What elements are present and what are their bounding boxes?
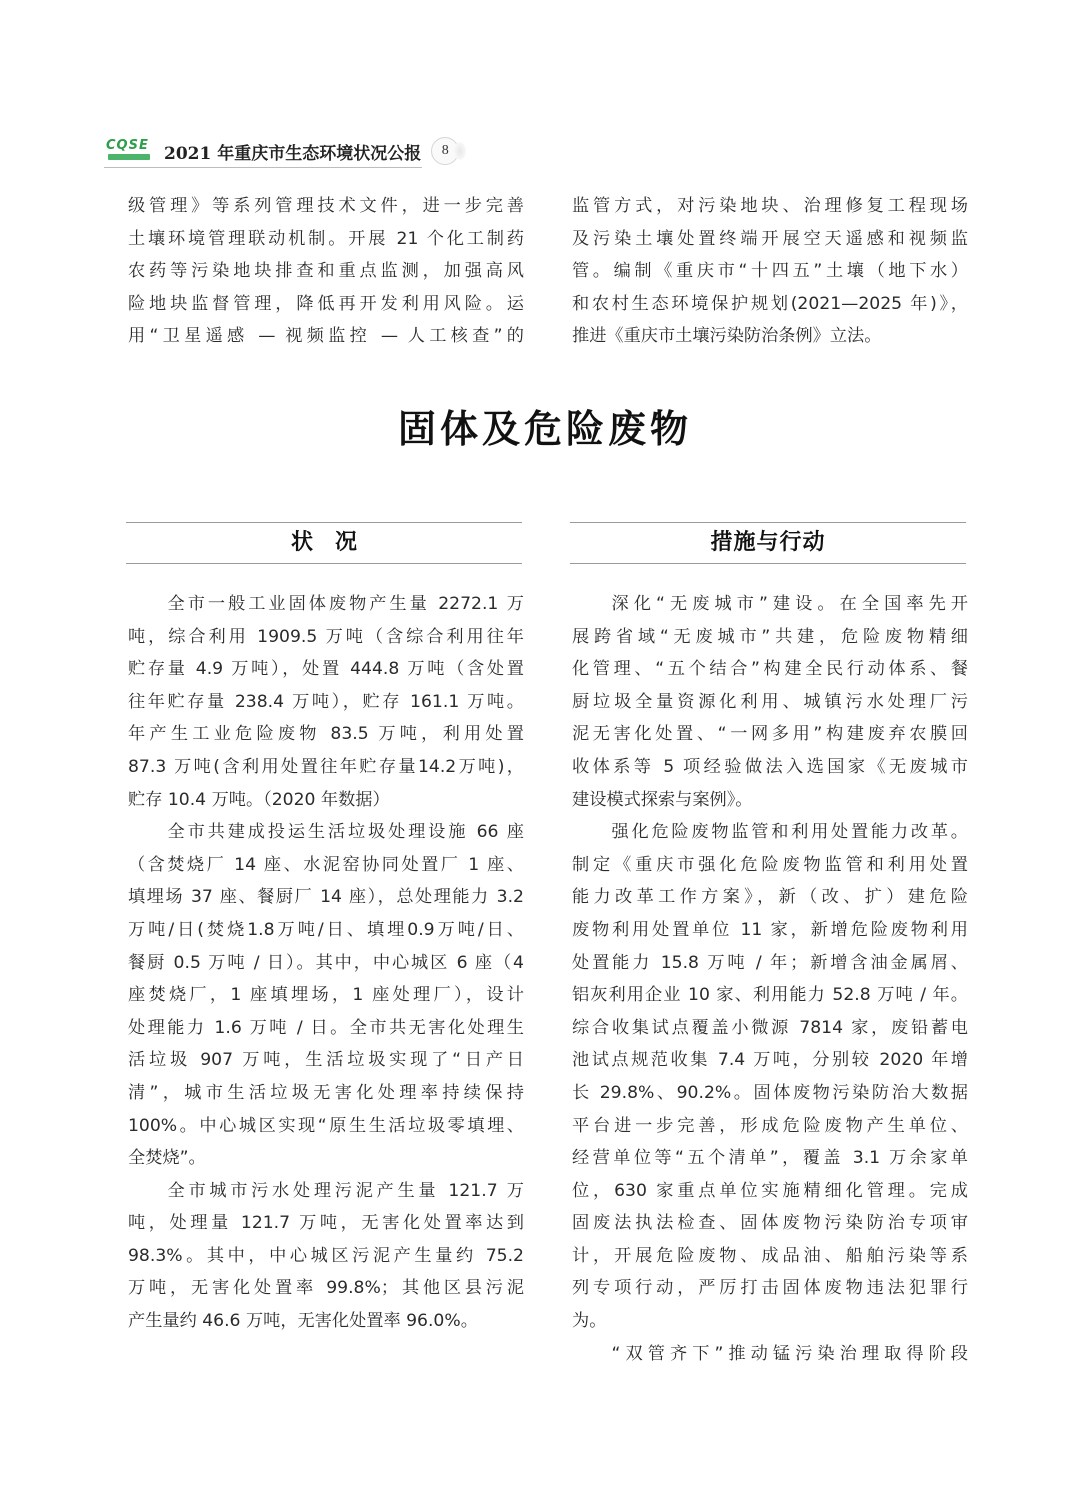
text-line: 固废法执法检查、固体废物污染防治专项审 xyxy=(572,1213,968,1234)
text-line: 管。编制《重庆市“十四五”土壤（地下水） xyxy=(572,261,968,282)
text-line: 平台进一步完善，形成危险废物产生单位、 xyxy=(572,1115,968,1136)
text-line: 及污染土壤处置终端开展空天遥感和视频监 xyxy=(572,228,968,249)
subheading-actions-label: 措施与行动 xyxy=(710,529,826,555)
text-line: 级管理》等系列管理技术文件，进一步完善 xyxy=(128,196,524,216)
text-line: 处置能力 15.8 万吨 / 年；新增含油金属屑、 xyxy=(572,952,968,973)
text-line: 建设模式探索与案例》。 xyxy=(572,789,753,810)
text-line: 废物利用处置单位 11 家，新增危险废物利用 xyxy=(572,919,968,940)
report-title: 2021 年重庆市生态环境状况公报 xyxy=(164,143,422,164)
paragraph xyxy=(572,588,968,816)
text-line: 清”，城市生活垃圾无害化处理率持续保持 xyxy=(128,1082,524,1103)
text-line: 用“卫星遥感 — 视频监控 — 人工核查”的 xyxy=(128,326,524,347)
text-line: 推进《重庆市土壤污染防治条例》立法。 xyxy=(572,326,882,347)
text-line: 土壤环境管理联动机制。开展 21 个化工制药 xyxy=(128,228,524,249)
text-line: 100%。中心城区实现“原生生活垃圾零填埋、 xyxy=(128,1115,524,1136)
text-line: 年产生工业危险废物 83.5 万吨，利用处置 xyxy=(128,724,524,745)
text-line: “双管齐下”推动锰污染治理取得阶段 xyxy=(611,1343,968,1364)
text-line: 池试点规范收集 7.4 万吨，分别较 2020 年增 xyxy=(572,1050,968,1071)
paragraph xyxy=(128,1175,524,1338)
subheading-status xyxy=(126,522,522,564)
text-line: 化管理、“五个结合”构建全民行动体系、餐 xyxy=(572,659,968,680)
text-line: 农药等污染地块排查和重点监测，加强高风 xyxy=(128,261,524,282)
text-line: 展跨省域“无废城市”共建，危险废物精细 xyxy=(572,626,968,647)
subheading-status-label: 状况 xyxy=(290,529,379,555)
text-line: 监管方式，对污染地块、治理修复工程现场 xyxy=(572,196,968,216)
logo-text: CQSE xyxy=(106,138,149,153)
text-line: 长 29.8%、90.2%。固体废物污染防治大数据 xyxy=(572,1082,968,1103)
logo-subbar xyxy=(108,154,150,160)
text-line: 经营单位等“五个清单”，覆盖 3.1 万余家单 xyxy=(572,1148,968,1169)
text-line: 处理能力 1.6 万吨 / 日。全市共无害化处理生 xyxy=(128,1017,524,1038)
text-line: 贮存 10.4 万吨。（2020 年数据） xyxy=(128,789,390,810)
text-line: 综合收集试点覆盖小微源 7814 家，废铅蓄电 xyxy=(572,1017,968,1038)
text-line: 位，630 家重点单位实施精细化管理。完成 xyxy=(572,1180,968,1201)
text-line: 万吨/日(焚烧1.8万吨/日、填埋0.9万吨/日、 xyxy=(128,919,524,940)
text-line: 万吨，无害化处置率 99.8%；其他区县污泥 xyxy=(128,1278,524,1299)
page-header xyxy=(104,135,464,167)
text-line: （含焚烧厂 14 座、水泥窑协同处置厂 1 座、 xyxy=(128,854,524,875)
text-line: 厨垃圾全量资源化利用、城镇污水处理厂污 xyxy=(572,691,968,712)
text-line: 铝灰利用企业 10 家、利用能力 52.8 万吨 / 年。 xyxy=(572,985,968,1006)
text-line: 贮存量 4.9 万吨），处置 444.8 万吨（含处置 xyxy=(128,659,524,680)
text-line: 险地块监督管理，降低再开发利用风险。运 xyxy=(128,293,524,314)
actions-column xyxy=(572,588,968,1370)
text-line: 填埋场 37 座、餐厨厂 14 座），总处理能力 3.2 xyxy=(128,887,524,908)
paragraph xyxy=(128,588,524,816)
top-right-continuation xyxy=(572,190,968,353)
header-rule xyxy=(104,167,422,168)
text-line: 列专项行动，严厉打击固体废物违法犯罪行 xyxy=(572,1278,968,1299)
text-line: 计，开展危险废物、成品油、船舶污染等系 xyxy=(572,1245,968,1266)
text-line: 往年贮存量 238.4 万吨），贮存 161.1 万吨。 xyxy=(128,691,524,712)
page-number: 8 xyxy=(431,137,459,165)
top-left-continuation xyxy=(128,190,524,353)
text-line: 87.3 万吨(含利用处置往年贮存量14.2万吨)， xyxy=(128,756,524,777)
text-line: 全市一般工业固体废物产生量 2272.1 万 xyxy=(167,594,524,614)
paragraph xyxy=(128,816,524,1175)
text-line: 为。 xyxy=(572,1311,607,1332)
text-line: 能力改革工作方案》，新（改、扩）建危险 xyxy=(572,887,968,908)
text-line: 制定《重庆市强化危险废物监管和利用处置 xyxy=(572,854,968,875)
text-line: 98.3%。其中，中心城区污泥产生量约 75.2 xyxy=(128,1245,524,1266)
text-line: 活垃圾 907 万吨，生活垃圾实现了“日产日 xyxy=(128,1050,524,1071)
subheading-actions xyxy=(570,522,966,564)
paragraph xyxy=(572,1338,968,1371)
text-line: 吨，处理量 121.7 万吨，无害化处置率达到 xyxy=(128,1213,524,1234)
status-column xyxy=(128,588,524,1338)
text-line: 餐厨 0.5 万吨 / 日）。其中，中心城区 6 座（4 xyxy=(128,952,524,973)
text-line: 吨，综合利用 1909.5 万吨（含综合利用往年 xyxy=(128,626,524,647)
paragraph xyxy=(572,816,968,1338)
section-title: 固体及危险废物 xyxy=(397,407,692,451)
text-line: 座焚烧厂，1 座填埋场，1 座处理厂），设计 xyxy=(128,985,524,1006)
text-line: 全市城市污水处理污泥产生量 121.7 万 xyxy=(167,1180,524,1201)
text-line: 产生量约 46.6 万吨，无害化处置率 96.0%。 xyxy=(128,1311,478,1332)
text-line: 和农村生态环境保护规划(2021—2025 年)》， xyxy=(572,293,968,314)
publisher-logo xyxy=(104,139,156,163)
text-line: 全市共建成投运生活垃圾处理设施 66 座 xyxy=(167,822,524,843)
text-line: 全焚烧”。 xyxy=(128,1148,206,1169)
text-line: 强化危险废物监管和利用处置能力改革。 xyxy=(611,822,968,843)
text-line: 泥无害化处置、“一网多用”构建废弃农膜回 xyxy=(572,724,968,745)
text-line: 收体系等 5 项经验做法入选国家《无废城市 xyxy=(572,756,968,777)
text-line: 深化“无废城市”建设。在全国率先开 xyxy=(611,594,968,614)
